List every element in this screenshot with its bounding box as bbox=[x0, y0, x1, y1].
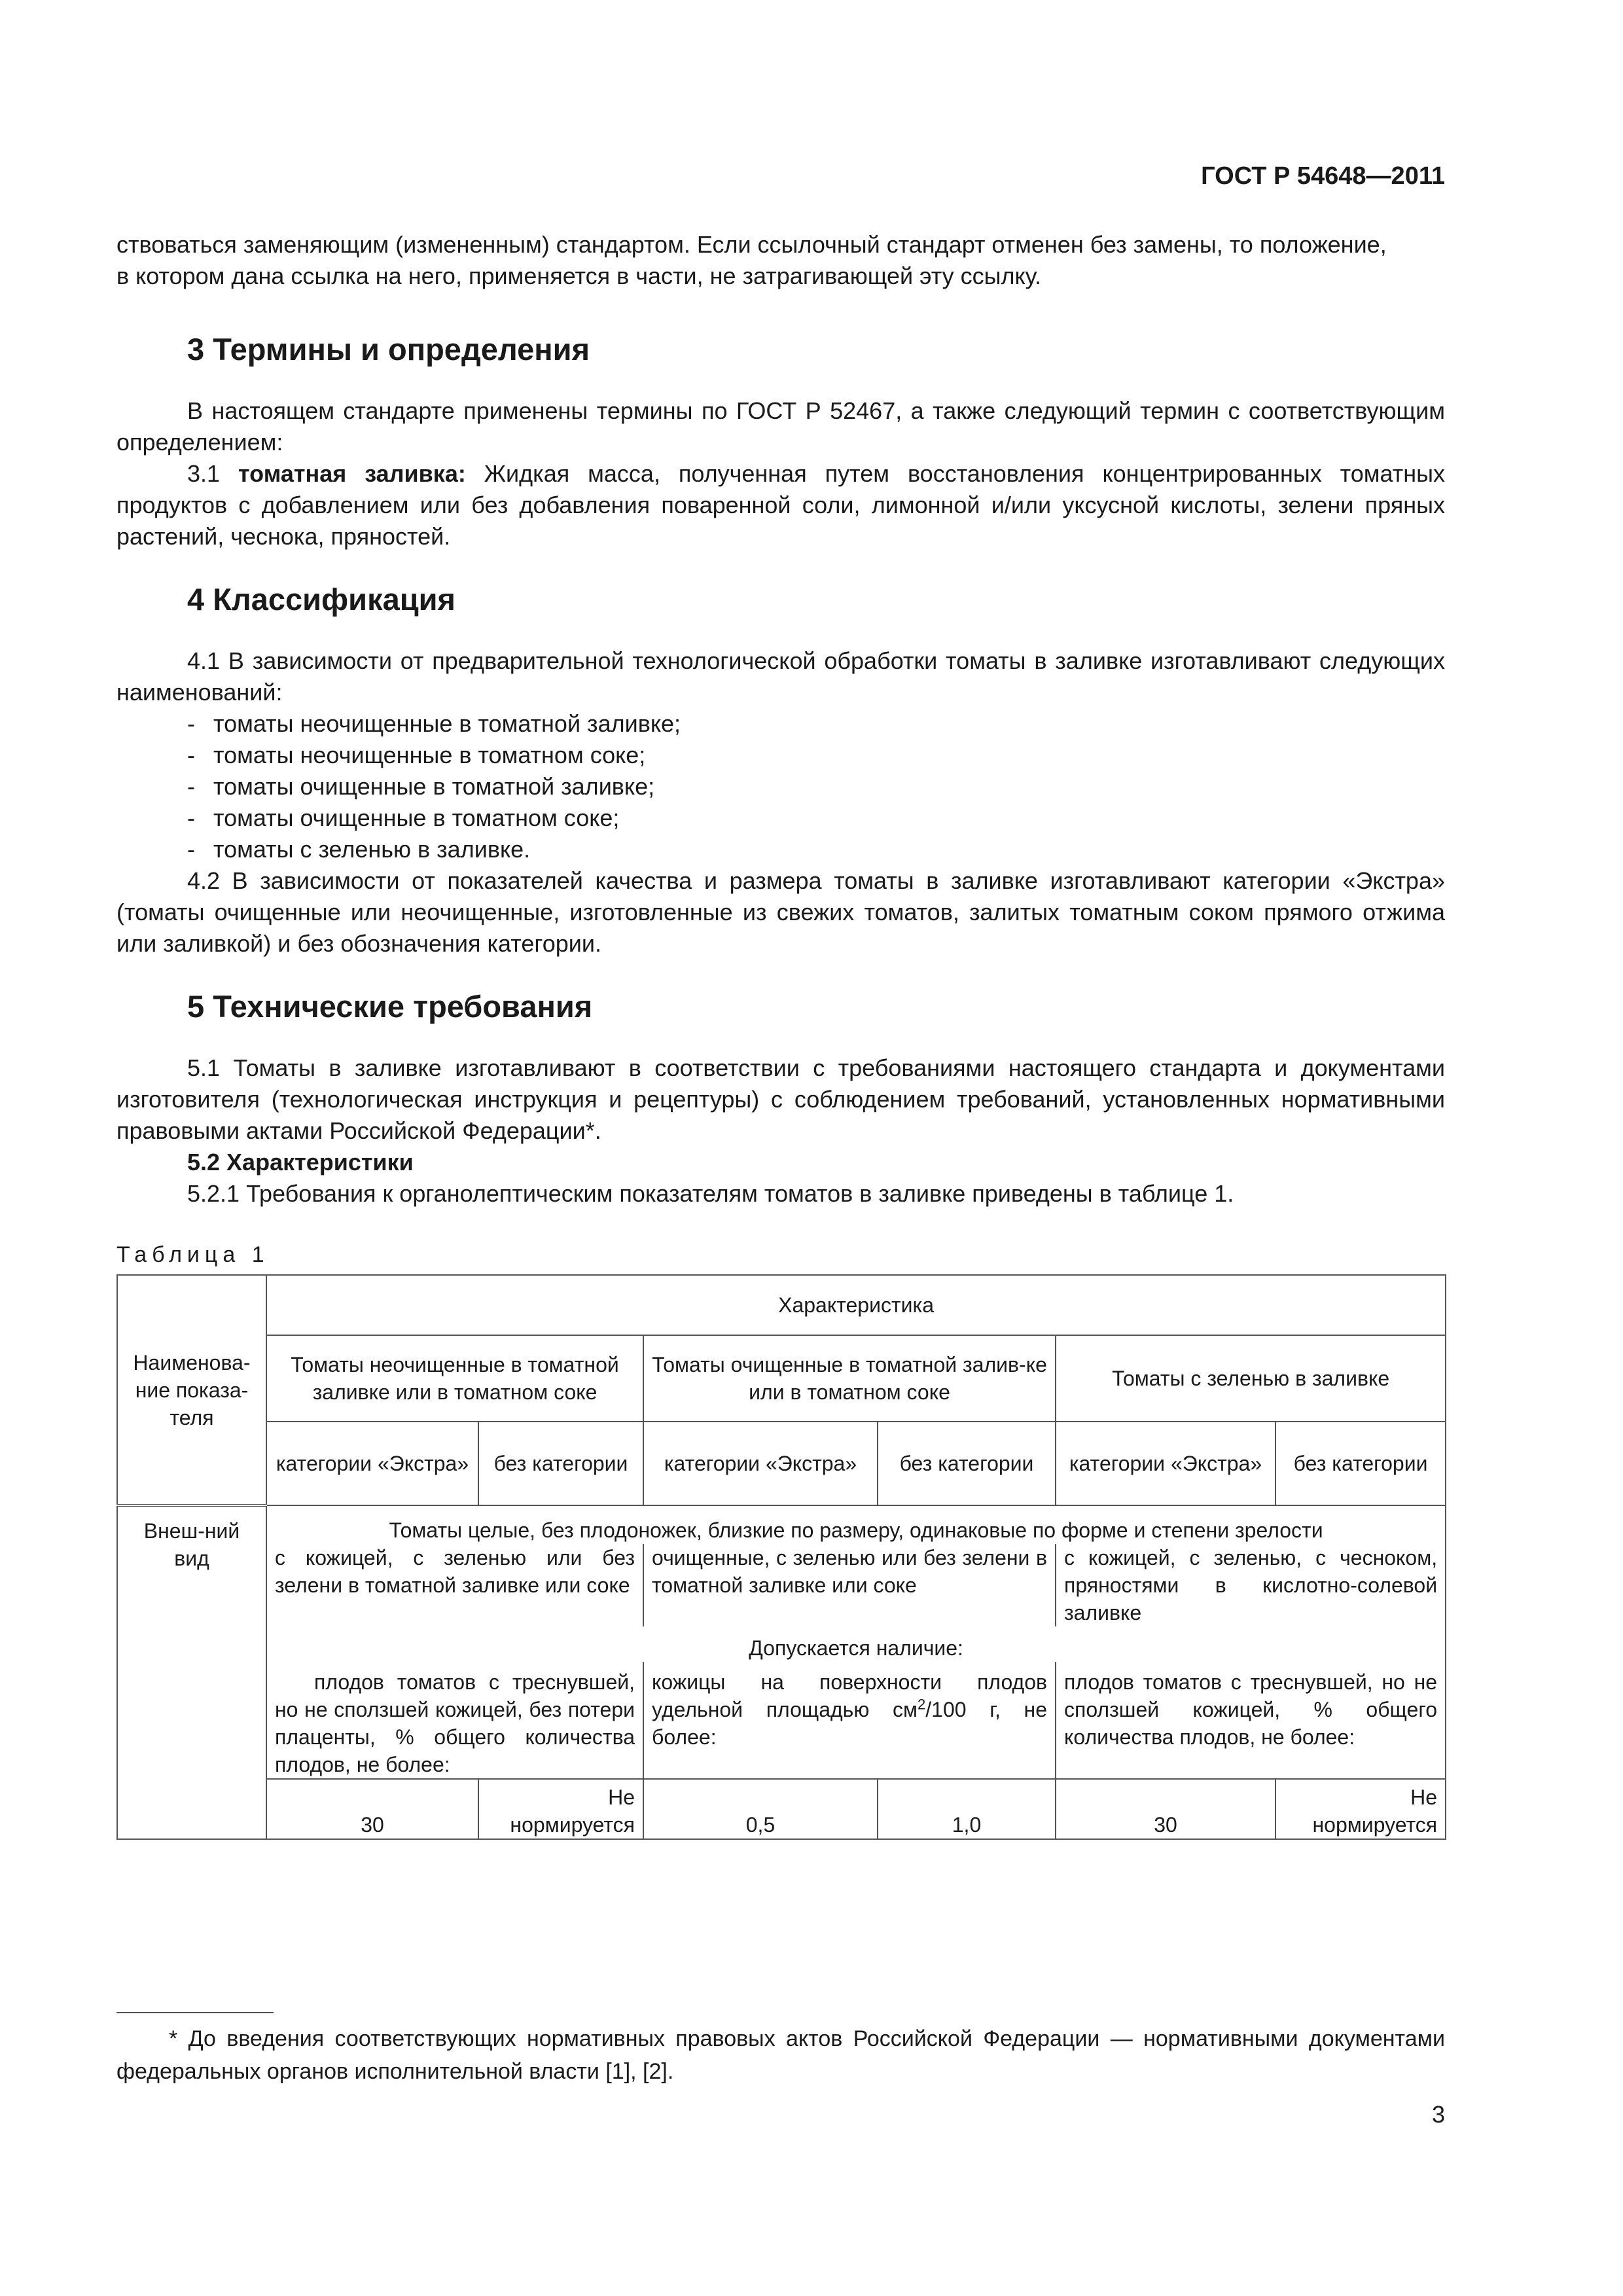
section-4-paragraph-2: 4.2 В зависимости от показателей качества и размера томаты в заливке изготавливают категории «Экстра» (томаты очищенные или неочищенные, изготовленные из свежих томатов, залитых томатным соком прямого отжима или заливкой) и без обозначения категории. bbox=[116, 867, 1445, 957]
term-name: томатная заливка: bbox=[238, 460, 466, 487]
subsection-title: 5.2 Характеристики bbox=[187, 1149, 414, 1175]
term-number: 3.1 bbox=[187, 460, 221, 487]
list-item: - томаты с зеленью в заливке. bbox=[187, 836, 531, 863]
value-cell: Не нормируется bbox=[1275, 1779, 1446, 1839]
group-header: Томаты очищенные в томатной залив-ке или в томатном соке bbox=[643, 1335, 1056, 1422]
value-cell: Не нормируется bbox=[478, 1779, 643, 1839]
intro-line-1: ствоваться заменяющим (измененным) стандартом. Если ссылочный стандарт отменен без замены, то положение, bbox=[116, 231, 1387, 258]
term-text: Жидкая масса, полученная путем восстановления концентрированных томатных продуктов с добавлением или без добавления поваренной соли, лимонной и/или уксусной кислоты, зелени пряных растений, чеснока, пряностей. bbox=[116, 460, 1445, 550]
section-5-paragraph-1: 5.1 Томаты в заливке изготавливают в соответствии с требованиями настоящего стандарта и документами изготовителя (технологическая инструкция и рецептуры) с соблюдением требований, установленных нормативными правовыми актами Российской Федерации*. bbox=[116, 1054, 1445, 1144]
section-3-paragraph: В настоящем стандарте применены термины по ГОСТ Р 52467, а также следующий термин с соответствующим определением: bbox=[116, 397, 1445, 456]
category-header: без категории bbox=[478, 1422, 643, 1505]
section-4-title: 4 Классификация bbox=[187, 582, 455, 617]
row-name: Внеш-ний вид bbox=[117, 1505, 266, 1839]
common-description: Томаты целые, без плодоножек, близкие по размеру, одинаковые по форме и степени зрелости bbox=[266, 1505, 1446, 1544]
category-header: категории «Экстра» bbox=[643, 1422, 878, 1505]
description-cell: очищенные, с зеленью или без зелени в томатной заливке или соке bbox=[643, 1544, 1056, 1626]
document-code: ГОСТ Р 54648—2011 bbox=[1201, 162, 1445, 190]
section-5-title: 5 Технические требования bbox=[187, 989, 593, 1024]
table-label: Таблица 1 bbox=[116, 1242, 270, 1267]
value-cell: 30 bbox=[266, 1779, 478, 1839]
value-cell: 30 bbox=[1056, 1779, 1275, 1839]
column-header-characteristic: Характеристика bbox=[266, 1275, 1446, 1335]
list-item: - томаты очищенные в томатной заливке; bbox=[187, 773, 655, 800]
page-number: 3 bbox=[1431, 2101, 1445, 2128]
section-3-title: 3 Термины и определения bbox=[187, 332, 590, 367]
list-item: - томаты неочищенные в томатной заливке; bbox=[187, 710, 681, 737]
value-cell: 1,0 bbox=[878, 1779, 1056, 1839]
footnote: * До введения соответствующих нормативных правовых актов Российской Федерации — нормативными документами федеральных органов исполнительной власти [1], [2]. bbox=[116, 2026, 1445, 2084]
description-cell: с кожицей, с зеленью или без зелени в томатной заливке или соке bbox=[266, 1544, 643, 1626]
list-item: - томаты очищенные в томатном соке; bbox=[187, 804, 620, 831]
category-header: без категории bbox=[878, 1422, 1056, 1505]
term-definition bbox=[116, 458, 1445, 552]
section-4-paragraph-1: 4.1 В зависимости от предварительной технологической обработки томаты в заливке изготавливают следующих наименований: bbox=[116, 647, 1445, 706]
description-cell: с кожицей, с зеленью, с чесноком, пряностями в кислотно-солевой заливке bbox=[1056, 1544, 1446, 1626]
category-header: без категории bbox=[1275, 1422, 1446, 1505]
list-item: - томаты неочищенные в томатном соке; bbox=[187, 742, 646, 768]
category-header: категории «Экстра» bbox=[1056, 1422, 1275, 1505]
footnote-divider bbox=[116, 2012, 274, 2013]
group-header: Томаты неочищенные в томатной заливке или в томатном соке bbox=[266, 1335, 643, 1422]
group-header: Томаты с зеленью в заливке bbox=[1056, 1335, 1446, 1422]
table-1 bbox=[116, 1274, 1446, 1840]
section-5-paragraph-2: 5.2.1 Требования к органолептическим показателям томатов в заливке приведены в таблице 1. bbox=[187, 1180, 1234, 1207]
value-cell: 0,5 bbox=[643, 1779, 878, 1839]
column-header-indicator: Наименова-ние показа-теля bbox=[117, 1275, 266, 1505]
allowed-cell: кожицы на поверхности плодов удельной площадью $см^2/100$ г, не более: bbox=[643, 1662, 1056, 1779]
allowed-label: Допускается наличие: bbox=[266, 1626, 1446, 1662]
category-header: категории «Экстра» bbox=[266, 1422, 478, 1505]
intro-line-2: в котором дана ссылка на него, применяется в части, не затрагивающей эту ссылку. bbox=[116, 262, 1042, 289]
allowed-cell: плодов томатов с треснувшей, но не сползшей кожицей, % общего количества плодов, не более: bbox=[1056, 1662, 1446, 1779]
page-body bbox=[116, 229, 1445, 1840]
allowed-cell: плодов томатов с треснувшей, но не сползшей кожицей, без потери плаценты, % общего количества плодов, не более: bbox=[266, 1662, 643, 1779]
